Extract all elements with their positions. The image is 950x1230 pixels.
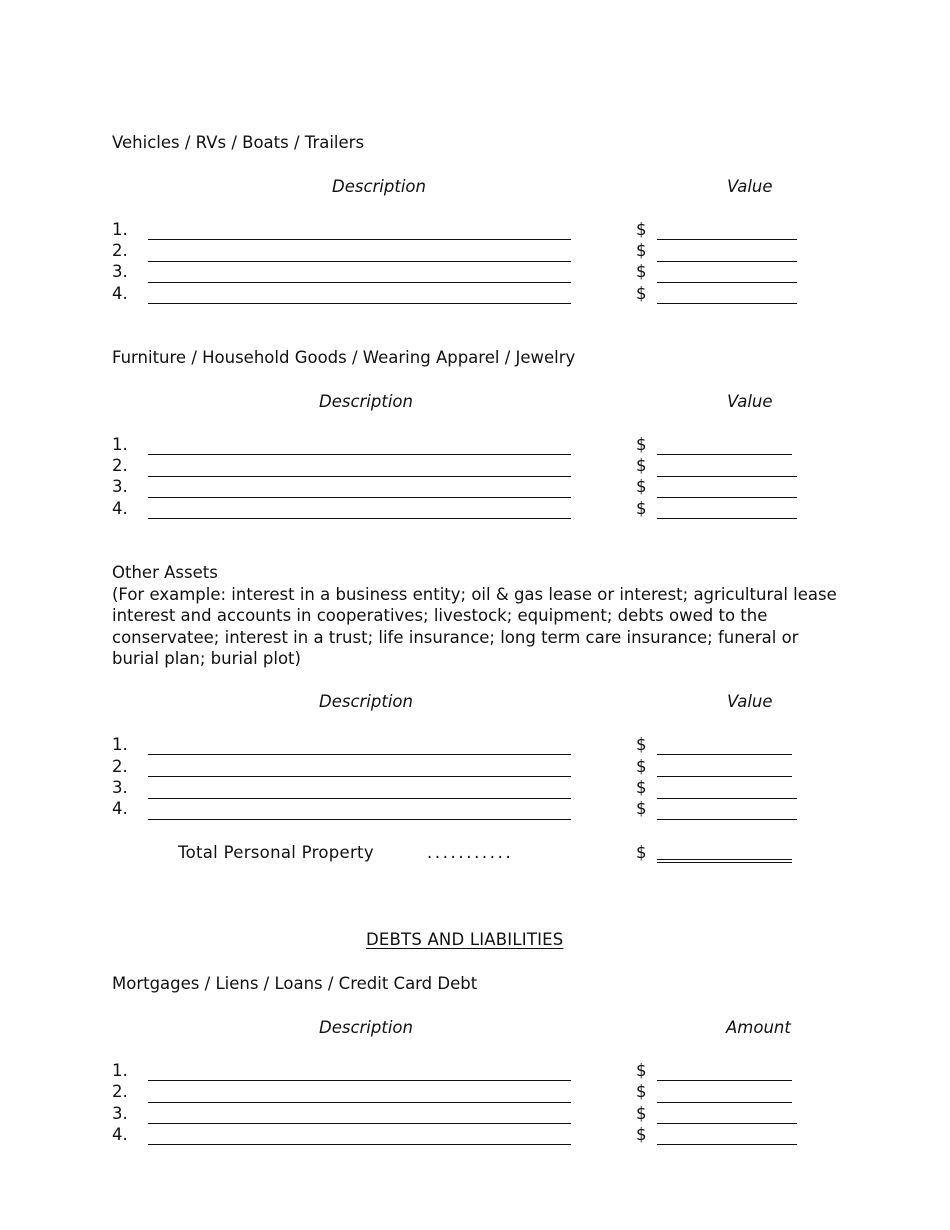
currency-symbol: $ [636,499,647,518]
total-value-field-line[interactable] [657,859,792,863]
row-number: 2. [112,1082,128,1101]
row-number: 3. [112,477,128,496]
row-number: 3. [112,1104,128,1123]
row-number: 1. [112,220,128,239]
description-field-line[interactable] [148,261,571,262]
value-field-line[interactable] [657,261,797,262]
value-field-line[interactable] [657,303,797,304]
currency-symbol: $ [636,220,647,239]
currency-symbol: $ [636,1125,647,1144]
currency-symbol: $ [636,843,647,862]
row-number: 2. [112,757,128,776]
currency-symbol: $ [636,284,647,303]
section-title-vehicles: Vehicles / RVs / Boats / Trailers [112,133,365,152]
description-field-line[interactable] [148,476,571,477]
value-field-line[interactable] [657,798,797,799]
column-header-description: Description [319,1018,413,1037]
currency-symbol: $ [636,778,647,797]
currency-symbol: $ [636,435,647,454]
other-assets-examples: (For example: interest in a business entity; oil & gas lease or interest; agricultural lease interest and accounts in cooperatives; livestock; equipment; debts owed to the conservatee; interest in a trust; life insurance; long term care insurance; funeral or burial plan; burial plot) [112,585,837,668]
currency-symbol: $ [636,757,647,776]
amount-field-line[interactable] [657,1080,792,1081]
description-field-line[interactable] [148,819,571,820]
row-number: 4. [112,799,128,818]
description-field-line[interactable] [148,497,571,498]
description-field-line[interactable] [148,754,571,755]
amount-field-line[interactable] [657,1102,792,1103]
value-field-line[interactable] [657,518,797,519]
row-number: 2. [112,456,128,475]
column-header-value: Value [727,692,773,711]
currency-symbol: $ [636,1061,647,1080]
section-title-other-assets: Other Assets [112,563,218,582]
description-field-line[interactable] [148,1102,571,1103]
amount-field-line[interactable] [657,1144,797,1145]
currency-symbol: $ [636,241,647,260]
description-field-line[interactable] [148,1123,571,1124]
description-field-line[interactable] [148,518,571,519]
value-field-line[interactable] [657,776,792,777]
currency-symbol: $ [636,1082,647,1101]
column-header-description: Description [319,692,413,711]
description-field-line[interactable] [148,303,571,304]
description-field-line[interactable] [148,1080,571,1081]
row-number: 4. [112,499,128,518]
row-number: 3. [112,778,128,797]
column-header-description: Description [319,392,413,411]
debts-and-liabilities-heading: DEBTS AND LIABILITIES [366,930,564,949]
description-field-line[interactable] [148,798,571,799]
amount-field-line[interactable] [657,1123,797,1124]
row-number: 4. [112,284,128,303]
row-number: 3. [112,262,128,281]
row-number: 4. [112,1125,128,1144]
currency-symbol: $ [636,477,647,496]
column-header-description: Description [332,177,426,196]
leader-dots: ........... [427,843,514,862]
column-header-value: Value [727,392,773,411]
value-field-line[interactable] [657,239,797,240]
currency-symbol: $ [636,1104,647,1123]
currency-symbol: $ [636,262,647,281]
row-number: 1. [112,1061,128,1080]
section-title-furniture: Furniture / Household Goods / Wearing Apparel / Jewelry [112,348,576,367]
description-field-line[interactable] [148,776,571,777]
value-field-line[interactable] [657,476,797,477]
description-field-line[interactable] [148,282,571,283]
row-number: 2. [112,241,128,260]
currency-symbol: $ [636,735,647,754]
value-field-line[interactable] [657,454,792,455]
description-field-line[interactable] [148,239,571,240]
section-title-mortgages: Mortgages / Liens / Loans / Credit Card Debt [112,974,478,993]
value-field-line[interactable] [657,497,797,498]
row-number: 1. [112,735,128,754]
value-field-line[interactable] [657,282,797,283]
currency-symbol: $ [636,456,647,475]
row-number: 1. [112,435,128,454]
value-field-line[interactable] [657,819,797,820]
total-personal-property-label: Total Personal Property [178,843,374,862]
value-field-line[interactable] [657,754,792,755]
currency-symbol: $ [636,799,647,818]
column-header-value: Value [727,177,773,196]
description-field-line[interactable] [148,1144,571,1145]
description-field-line[interactable] [148,454,571,455]
column-header-amount: Amount [726,1018,791,1037]
